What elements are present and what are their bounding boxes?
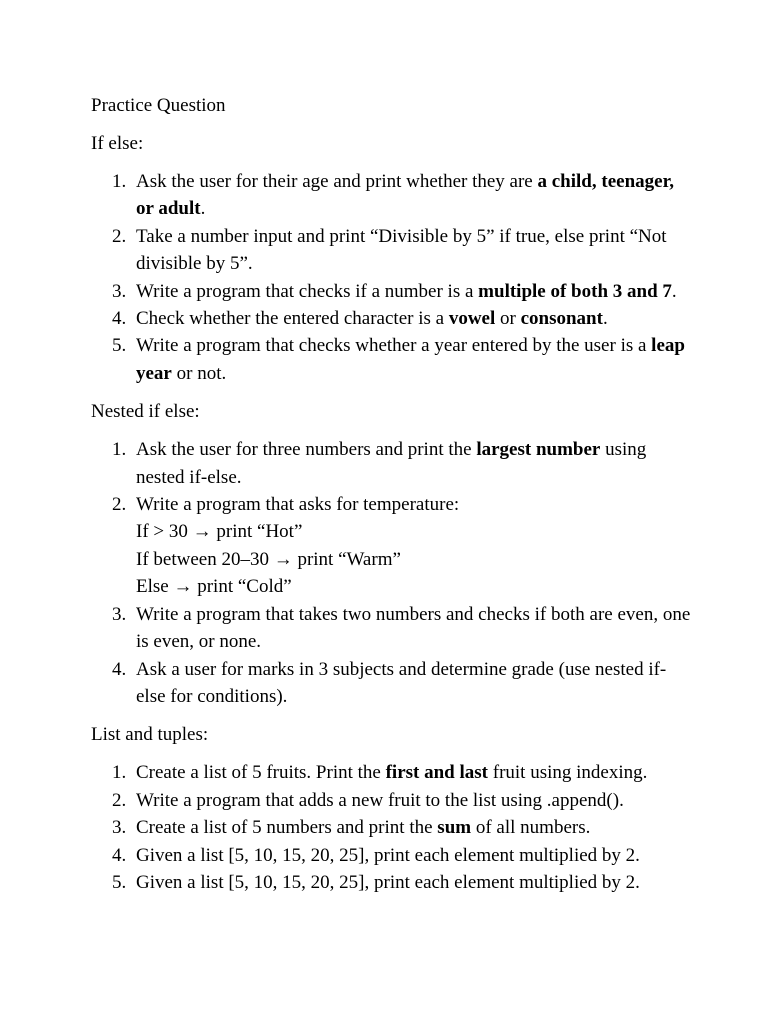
item-text: Write a program that asks for temperature: xyxy=(136,494,460,516)
question-item xyxy=(112,656,691,711)
item-number: 5. xyxy=(112,335,127,357)
question-list xyxy=(91,168,691,387)
item-text: Ask the user for three numbers and print the xyxy=(136,439,477,461)
question-item xyxy=(112,491,691,601)
item-number: 3. xyxy=(112,817,127,839)
question-item xyxy=(112,601,691,656)
item-number: 4. xyxy=(112,308,127,330)
item-text: . xyxy=(200,198,206,220)
section-heading: Nested if else: xyxy=(91,401,200,423)
question-item xyxy=(112,332,691,387)
item-number: 2. xyxy=(112,225,127,247)
item-number: 3. xyxy=(112,280,127,302)
item-text: using nested if-else. xyxy=(136,439,647,488)
item-text: . xyxy=(671,280,677,302)
item-text: of all numbers. xyxy=(471,817,591,839)
item-number: 4. xyxy=(112,658,127,680)
bold-text: a child, teenager, or adult xyxy=(136,171,675,220)
item-text: Given a list [5, 10, 15, 20, 25], print each element multiplied by 2. xyxy=(136,844,640,866)
question-item xyxy=(112,223,691,278)
item-number: 1. xyxy=(112,171,127,192)
item-number: 1. xyxy=(112,762,127,784)
item-text: Write a program that adds a new fruit to the list using .append(). xyxy=(136,789,624,811)
question-item xyxy=(112,787,691,814)
question-list xyxy=(91,436,691,710)
bold-text: vowel xyxy=(448,308,496,330)
item-text: . xyxy=(602,308,608,330)
section-heading: List and tuples: xyxy=(91,724,209,746)
question-item xyxy=(112,168,691,223)
item-subline: If between 20–30 → print “Warm” xyxy=(136,548,401,570)
question-item xyxy=(112,436,691,491)
item-text: Check whether the entered character is a xyxy=(136,308,449,330)
item-text: Write a program that checks whether a year entered by the user is a xyxy=(136,335,652,357)
sections-container xyxy=(91,130,691,896)
bold-text: sum xyxy=(437,817,472,839)
item-text: Ask a user for marks in 3 subjects and determine grade (use nested if-else for conditions). xyxy=(136,658,667,707)
item-text: Create a list of 5 fruits. Print the xyxy=(136,762,386,784)
page-title: Practice Question xyxy=(91,95,226,116)
item-text: Write a program that takes two numbers and checks if both are even, one is even, or none. xyxy=(136,603,691,653)
item-text: or not. xyxy=(171,362,227,384)
bold-text: largest number xyxy=(476,439,601,461)
item-text: Take a number input and print “Divisible by 5” if true, else print “Not divisible by 5”. xyxy=(136,225,667,275)
question-item xyxy=(112,842,691,869)
item-subline: Else → print “Cold” xyxy=(136,576,292,598)
question-item xyxy=(112,278,691,305)
section-heading: If else: xyxy=(91,133,144,154)
item-text: fruit using indexing. xyxy=(488,762,648,784)
item-subline: If > 30 → print “Hot” xyxy=(136,521,303,543)
question-item xyxy=(112,759,691,786)
item-text: Ask the user for their age and print whether they are xyxy=(136,171,538,192)
item-number: 1. xyxy=(112,439,127,461)
question-item xyxy=(112,814,691,841)
question-item xyxy=(112,869,691,896)
document-page xyxy=(91,92,691,896)
item-number: 4. xyxy=(112,844,127,866)
item-text: Create a list of 5 numbers and print the xyxy=(136,817,438,839)
bold-text: multiple of both 3 and 7 xyxy=(478,280,672,302)
bold-text: leap year xyxy=(136,335,685,384)
question-list xyxy=(91,759,691,896)
question-item xyxy=(112,305,691,332)
bold-text: first and last xyxy=(385,762,488,784)
item-number: 2. xyxy=(112,789,127,811)
item-text: Write a program that checks if a number is a xyxy=(136,280,479,302)
item-number: 5. xyxy=(112,871,127,893)
item-text: Given a list [5, 10, 15, 20, 25], print each element multiplied by 2. xyxy=(136,871,640,893)
item-number: 2. xyxy=(112,494,127,516)
item-number: 3. xyxy=(112,603,127,625)
bold-text: consonant xyxy=(520,308,603,330)
item-text: or xyxy=(495,308,521,330)
